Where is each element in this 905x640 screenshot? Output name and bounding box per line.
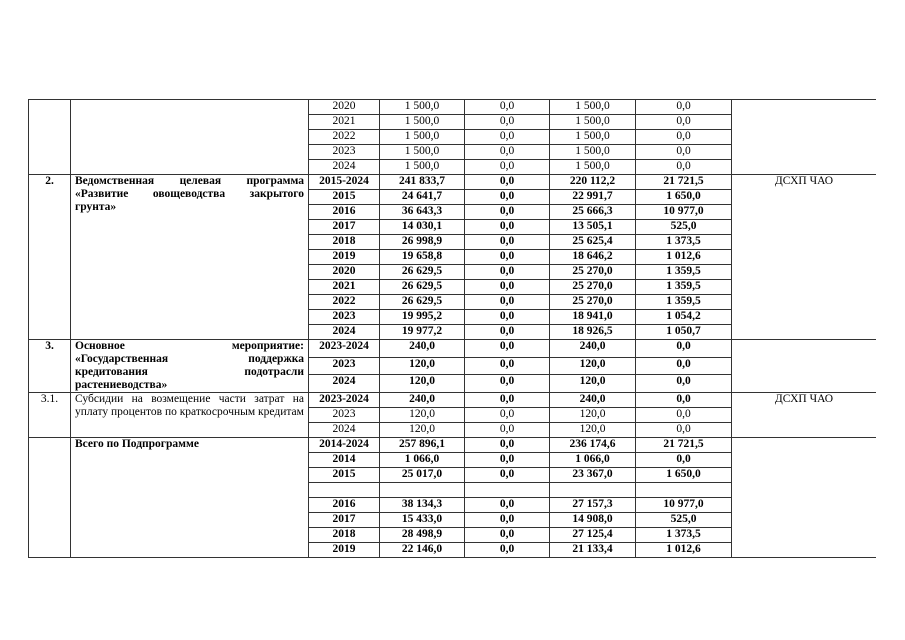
name-line [75, 366, 304, 379]
extra-cell: 0,0 [636, 100, 732, 115]
total-cell: 19 658,8 [380, 250, 465, 265]
name-text: кредитования [75, 366, 148, 378]
federal-cell: 0,0 [465, 310, 550, 325]
regional-cell: 120,0 [550, 375, 636, 393]
federal-cell: 0,0 [465, 100, 550, 115]
regional-cell: 25 270,0 [550, 265, 636, 280]
year-cell: 2020 [309, 265, 380, 280]
extra-cell: 0,0 [636, 130, 732, 145]
extra-cell: 1 359,5 [636, 265, 732, 280]
table-row [29, 438, 877, 453]
extra-cell: 1 359,5 [636, 295, 732, 310]
federal-cell: 0,0 [465, 468, 550, 483]
regional-cell: 25 270,0 [550, 295, 636, 310]
federal-cell: 0,0 [465, 340, 550, 358]
name-text: Основное [75, 340, 125, 352]
year-cell: 2023 [309, 310, 380, 325]
year-cell: 2015 [309, 190, 380, 205]
row-number-cell: 3. [29, 340, 71, 393]
extra-cell: 1 650,0 [636, 468, 732, 483]
total-cell: 1 500,0 [380, 115, 465, 130]
name-text: подотрасли [244, 366, 304, 378]
name-text: растениеводства» [75, 379, 168, 391]
name-cell [71, 100, 309, 175]
total-cell: 25 017,0 [380, 468, 465, 483]
row-number-cell [29, 100, 71, 175]
year-cell: 2022 [309, 130, 380, 145]
federal-cell [465, 483, 550, 498]
extra-cell: 0,0 [636, 375, 732, 393]
regional-cell: 25 625,4 [550, 235, 636, 250]
extra-cell: 0,0 [636, 340, 732, 358]
extra-cell: 1 373,5 [636, 235, 732, 250]
total-cell: 1 500,0 [380, 160, 465, 175]
federal-cell: 0,0 [465, 543, 550, 558]
table-row [29, 340, 877, 358]
year-cell: 2014-2024 [309, 438, 380, 453]
regional-cell [550, 483, 636, 498]
federal-cell: 0,0 [465, 498, 550, 513]
extra-cell: 1 359,5 [636, 280, 732, 295]
federal-cell: 0,0 [465, 393, 550, 408]
regional-cell: 120,0 [550, 357, 636, 375]
year-cell: 2024 [309, 325, 380, 340]
year-cell: 2018 [309, 235, 380, 250]
federal-cell: 0,0 [465, 145, 550, 160]
federal-cell: 0,0 [465, 295, 550, 310]
federal-cell: 0,0 [465, 175, 550, 190]
total-cell: 241 833,7 [380, 175, 465, 190]
total-cell: 36 643,3 [380, 205, 465, 220]
year-cell: 2016 [309, 498, 380, 513]
regional-cell: 23 367,0 [550, 468, 636, 483]
extra-cell: 0,0 [636, 393, 732, 408]
year-cell: 2023 [309, 408, 380, 423]
federal-cell: 0,0 [465, 160, 550, 175]
name-line [75, 340, 304, 353]
year-cell: 2015 [309, 468, 380, 483]
year-cell: 2024 [309, 423, 380, 438]
total-cell: 240,0 [380, 340, 465, 358]
federal-cell: 0,0 [465, 250, 550, 265]
total-cell: 1 066,0 [380, 453, 465, 468]
year-cell: 2018 [309, 528, 380, 543]
year-cell: 2017 [309, 513, 380, 528]
year-cell: 2015-2024 [309, 175, 380, 190]
name-cell: Субсидии на возмещение части затрат на уплату процентов по краткосрочным кредитам [71, 393, 309, 438]
regional-cell: 22 991,7 [550, 190, 636, 205]
year-cell: 2017 [309, 220, 380, 235]
regional-cell: 13 505,1 [550, 220, 636, 235]
total-cell: 24 641,7 [380, 190, 465, 205]
year-cell: 2023 [309, 145, 380, 160]
total-cell [380, 483, 465, 498]
table-body [29, 100, 877, 558]
extra-cell: 0,0 [636, 453, 732, 468]
name-cell: Ведомственная целевая программа «Развитие овощеводства закрытого грунта» [71, 175, 309, 340]
name-cell: Всего по Подпрограмме [71, 438, 309, 558]
year-cell: 2021 [309, 115, 380, 130]
extra-cell: 0,0 [636, 145, 732, 160]
regional-cell: 220 112,2 [550, 175, 636, 190]
federal-cell: 0,0 [465, 205, 550, 220]
extra-cell: 1 050,7 [636, 325, 732, 340]
year-cell [309, 483, 380, 498]
year-cell: 2020 [309, 100, 380, 115]
regional-cell: 27 157,3 [550, 498, 636, 513]
federal-cell: 0,0 [465, 130, 550, 145]
name-text: поддержка [248, 353, 304, 365]
total-cell: 1 500,0 [380, 130, 465, 145]
regional-cell: 18 926,5 [550, 325, 636, 340]
table-row [29, 175, 877, 190]
extra-cell: 1 054,2 [636, 310, 732, 325]
total-cell: 26 629,5 [380, 295, 465, 310]
federal-cell: 0,0 [465, 438, 550, 453]
regional-cell: 236 174,6 [550, 438, 636, 453]
row-number-cell: 3.1. [29, 393, 71, 438]
federal-cell: 0,0 [465, 190, 550, 205]
total-cell: 22 146,0 [380, 543, 465, 558]
executor-cell: ДСХП ЧАО [732, 175, 877, 340]
federal-cell: 0,0 [465, 375, 550, 393]
year-cell: 2023 [309, 357, 380, 375]
regional-cell: 240,0 [550, 340, 636, 358]
name-text: мероприятие: [231, 340, 304, 352]
total-cell: 120,0 [380, 423, 465, 438]
budget-table [28, 99, 876, 558]
year-cell: 2022 [309, 295, 380, 310]
table-row [29, 100, 877, 115]
total-cell: 26 629,5 [380, 280, 465, 295]
total-cell: 28 498,9 [380, 528, 465, 543]
total-cell: 257 896,1 [380, 438, 465, 453]
federal-cell: 0,0 [465, 265, 550, 280]
extra-cell: 10 977,0 [636, 498, 732, 513]
year-cell: 2021 [309, 280, 380, 295]
regional-cell: 1 500,0 [550, 130, 636, 145]
total-cell: 19 995,2 [380, 310, 465, 325]
regional-cell: 18 941,0 [550, 310, 636, 325]
extra-cell: 1 012,6 [636, 543, 732, 558]
federal-cell: 0,0 [465, 325, 550, 340]
regional-cell: 18 646,2 [550, 250, 636, 265]
federal-cell: 0,0 [465, 423, 550, 438]
executor-cell [732, 340, 877, 393]
total-cell: 14 030,1 [380, 220, 465, 235]
extra-cell: 525,0 [636, 220, 732, 235]
federal-cell: 0,0 [465, 357, 550, 375]
year-cell: 2023-2024 [309, 393, 380, 408]
extra-cell: 0,0 [636, 408, 732, 423]
federal-cell: 0,0 [465, 408, 550, 423]
year-cell: 2024 [309, 375, 380, 393]
extra-cell: 1 373,5 [636, 528, 732, 543]
executor-cell [732, 438, 877, 558]
regional-cell: 1 500,0 [550, 160, 636, 175]
total-cell: 120,0 [380, 357, 465, 375]
name-line [75, 379, 304, 392]
regional-cell: 21 133,4 [550, 543, 636, 558]
year-cell: 2023-2024 [309, 340, 380, 358]
total-cell: 15 433,0 [380, 513, 465, 528]
regional-cell: 25 270,0 [550, 280, 636, 295]
extra-cell: 10 977,0 [636, 205, 732, 220]
extra-cell: 0,0 [636, 115, 732, 130]
regional-cell: 25 666,3 [550, 205, 636, 220]
extra-cell: 0,0 [636, 357, 732, 375]
total-cell: 240,0 [380, 393, 465, 408]
regional-cell: 120,0 [550, 423, 636, 438]
year-cell: 2014 [309, 453, 380, 468]
federal-cell: 0,0 [465, 220, 550, 235]
regional-cell: 240,0 [550, 393, 636, 408]
regional-cell: 1 066,0 [550, 453, 636, 468]
row-number-cell [29, 438, 71, 558]
year-cell: 2024 [309, 160, 380, 175]
name-text: «Государственная [75, 353, 169, 365]
regional-cell: 1 500,0 [550, 100, 636, 115]
total-cell: 38 134,3 [380, 498, 465, 513]
total-cell: 1 500,0 [380, 145, 465, 160]
total-cell: 120,0 [380, 408, 465, 423]
federal-cell: 0,0 [465, 453, 550, 468]
total-cell: 120,0 [380, 375, 465, 393]
document-page [28, 99, 876, 573]
regional-cell: 120,0 [550, 408, 636, 423]
federal-cell: 0,0 [465, 513, 550, 528]
federal-cell: 0,0 [465, 528, 550, 543]
row-number-cell: 2. [29, 175, 71, 340]
executor-cell [732, 100, 877, 175]
year-cell: 2019 [309, 543, 380, 558]
year-cell: 2019 [309, 250, 380, 265]
total-cell: 26 629,5 [380, 265, 465, 280]
regional-cell: 1 500,0 [550, 115, 636, 130]
extra-cell: 0,0 [636, 160, 732, 175]
extra-cell [636, 483, 732, 498]
name-cell [71, 340, 309, 393]
federal-cell: 0,0 [465, 115, 550, 130]
regional-cell: 27 125,4 [550, 528, 636, 543]
extra-cell: 1 012,6 [636, 250, 732, 265]
extra-cell: 1 650,0 [636, 190, 732, 205]
total-cell: 1 500,0 [380, 100, 465, 115]
executor-cell: ДСХП ЧАО [732, 393, 877, 438]
extra-cell: 21 721,5 [636, 438, 732, 453]
table-row [29, 393, 877, 408]
regional-cell: 14 908,0 [550, 513, 636, 528]
name-line [75, 353, 304, 366]
federal-cell: 0,0 [465, 280, 550, 295]
total-cell: 19 977,2 [380, 325, 465, 340]
year-cell: 2016 [309, 205, 380, 220]
extra-cell: 0,0 [636, 423, 732, 438]
regional-cell: 1 500,0 [550, 145, 636, 160]
extra-cell: 525,0 [636, 513, 732, 528]
extra-cell: 21 721,5 [636, 175, 732, 190]
federal-cell: 0,0 [465, 235, 550, 250]
total-cell: 26 998,9 [380, 235, 465, 250]
